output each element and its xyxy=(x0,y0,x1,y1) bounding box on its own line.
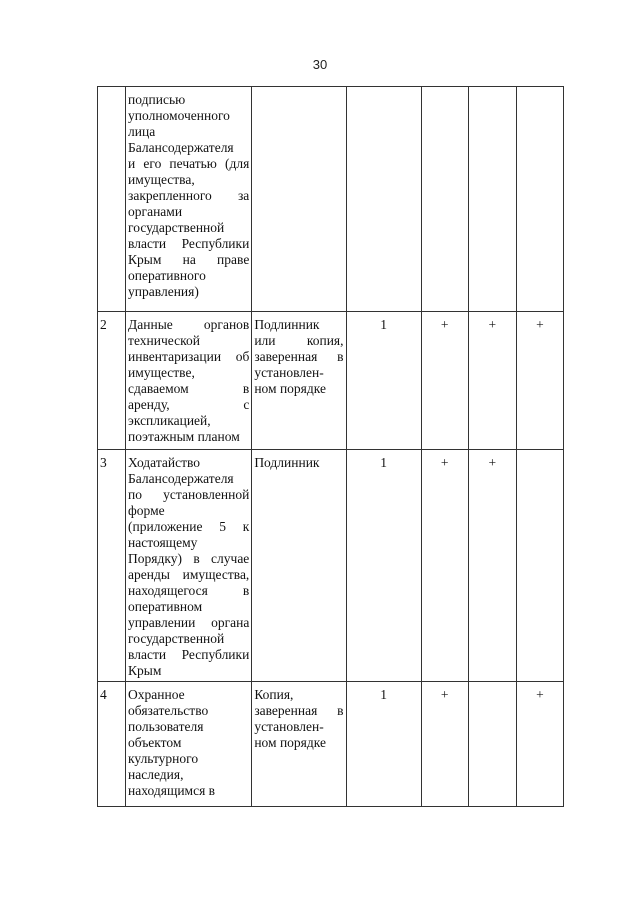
table-row xyxy=(98,682,564,807)
form-line: Подлинник xyxy=(254,317,320,332)
mark-cell-2 xyxy=(468,682,516,807)
form-line: или копия, xyxy=(254,333,344,348)
mark-cell-2: + xyxy=(468,312,516,450)
description-line: сдаваемом в xyxy=(128,381,250,396)
description-line: настоящему xyxy=(128,535,198,550)
description-line: пользователя xyxy=(128,719,204,734)
description-line: оперативного xyxy=(128,268,206,283)
description-cell xyxy=(126,312,252,450)
row-number-cell: 3 xyxy=(98,450,126,682)
description-line: оперативном xyxy=(128,599,203,614)
mark-cell-3: + xyxy=(516,312,563,450)
description-line: Охранное xyxy=(128,687,185,702)
description-line: поэтажным планом xyxy=(128,429,240,444)
document-form-cell xyxy=(252,312,346,450)
form-line: Подлинник xyxy=(254,455,320,470)
document-form-cell xyxy=(252,682,346,807)
mark-cell-2 xyxy=(468,87,516,312)
description-line: имущества, xyxy=(128,172,195,187)
description-line: по установленной xyxy=(128,487,250,502)
mark-cell-1: + xyxy=(421,682,468,807)
quantity-cell xyxy=(346,87,421,312)
mark-cell-1: + xyxy=(421,450,468,682)
description-line: технической xyxy=(128,333,200,348)
description-line: власти Республики xyxy=(128,647,250,662)
table-row xyxy=(98,450,564,682)
description-line: уполномоченного xyxy=(128,108,230,123)
description-line: находящимся в xyxy=(128,783,216,798)
description-line: государственной xyxy=(128,631,225,646)
description-cell xyxy=(126,450,252,682)
document-form-cell xyxy=(252,87,346,312)
description-line: экспликацией, xyxy=(128,413,211,428)
row-number-cell: 4 xyxy=(98,682,126,807)
description-line: управления) xyxy=(128,284,199,299)
description-line: власти Республики xyxy=(128,236,250,251)
description-line: обязательство xyxy=(128,703,209,718)
documents-table xyxy=(97,86,564,807)
description-line: (приложение 5 к xyxy=(128,519,250,534)
description-line: Порядку) в случае xyxy=(128,551,250,566)
form-line: заверенная в xyxy=(254,703,344,718)
mark-cell-3 xyxy=(516,450,563,682)
description-line: Крым xyxy=(128,663,162,678)
description-line: и его печатью (для xyxy=(128,156,250,171)
form-line: Копия, xyxy=(254,687,294,702)
description-line: Ходатайство xyxy=(128,455,201,470)
table-row xyxy=(98,87,564,312)
description-line: имуществе, xyxy=(128,365,195,380)
description-line: Балансодержателя xyxy=(128,140,234,155)
quantity-cell: 1 xyxy=(346,450,421,682)
description-line: управлении органа xyxy=(128,615,250,630)
description-line: Балансодержателя xyxy=(128,471,234,486)
mark-cell-3 xyxy=(516,87,563,312)
description-line: государственной xyxy=(128,220,225,235)
mark-cell-1: + xyxy=(421,312,468,450)
description-line: объектом xyxy=(128,735,182,750)
form-line: установлен- xyxy=(254,365,324,380)
description-line: закрепленного за xyxy=(128,188,250,203)
description-line: Крым на праве xyxy=(128,252,250,267)
description-line: Данные органов xyxy=(128,317,250,332)
form-line: ном порядке xyxy=(254,735,326,750)
quantity-cell: 1 xyxy=(346,682,421,807)
page-number: 30 xyxy=(312,57,328,72)
form-line: ном порядке xyxy=(254,381,326,396)
mark-cell-2: + xyxy=(468,450,516,682)
row-number-cell: 2 xyxy=(98,312,126,450)
form-line: заверенная в xyxy=(254,349,344,364)
description-line: органами xyxy=(128,204,183,219)
description-line: лица xyxy=(128,124,156,139)
form-line: установлен- xyxy=(254,719,324,734)
description-line: инвентаризации об xyxy=(128,349,250,364)
description-line: наследия, xyxy=(128,767,184,782)
mark-cell-1 xyxy=(421,87,468,312)
document-form-cell xyxy=(252,450,346,682)
description-line: подписью xyxy=(128,92,186,107)
description-line: аренды имущества, xyxy=(128,567,250,582)
description-line: находящегося в xyxy=(128,583,250,598)
description-cell xyxy=(126,87,252,312)
table-row xyxy=(98,312,564,450)
description-line: аренду, с xyxy=(128,397,250,412)
description-cell xyxy=(126,682,252,807)
row-number-cell xyxy=(98,87,126,312)
description-line: культурного xyxy=(128,751,199,766)
description-line: форме xyxy=(128,503,165,518)
quantity-cell: 1 xyxy=(346,312,421,450)
mark-cell-3: + xyxy=(516,682,563,807)
